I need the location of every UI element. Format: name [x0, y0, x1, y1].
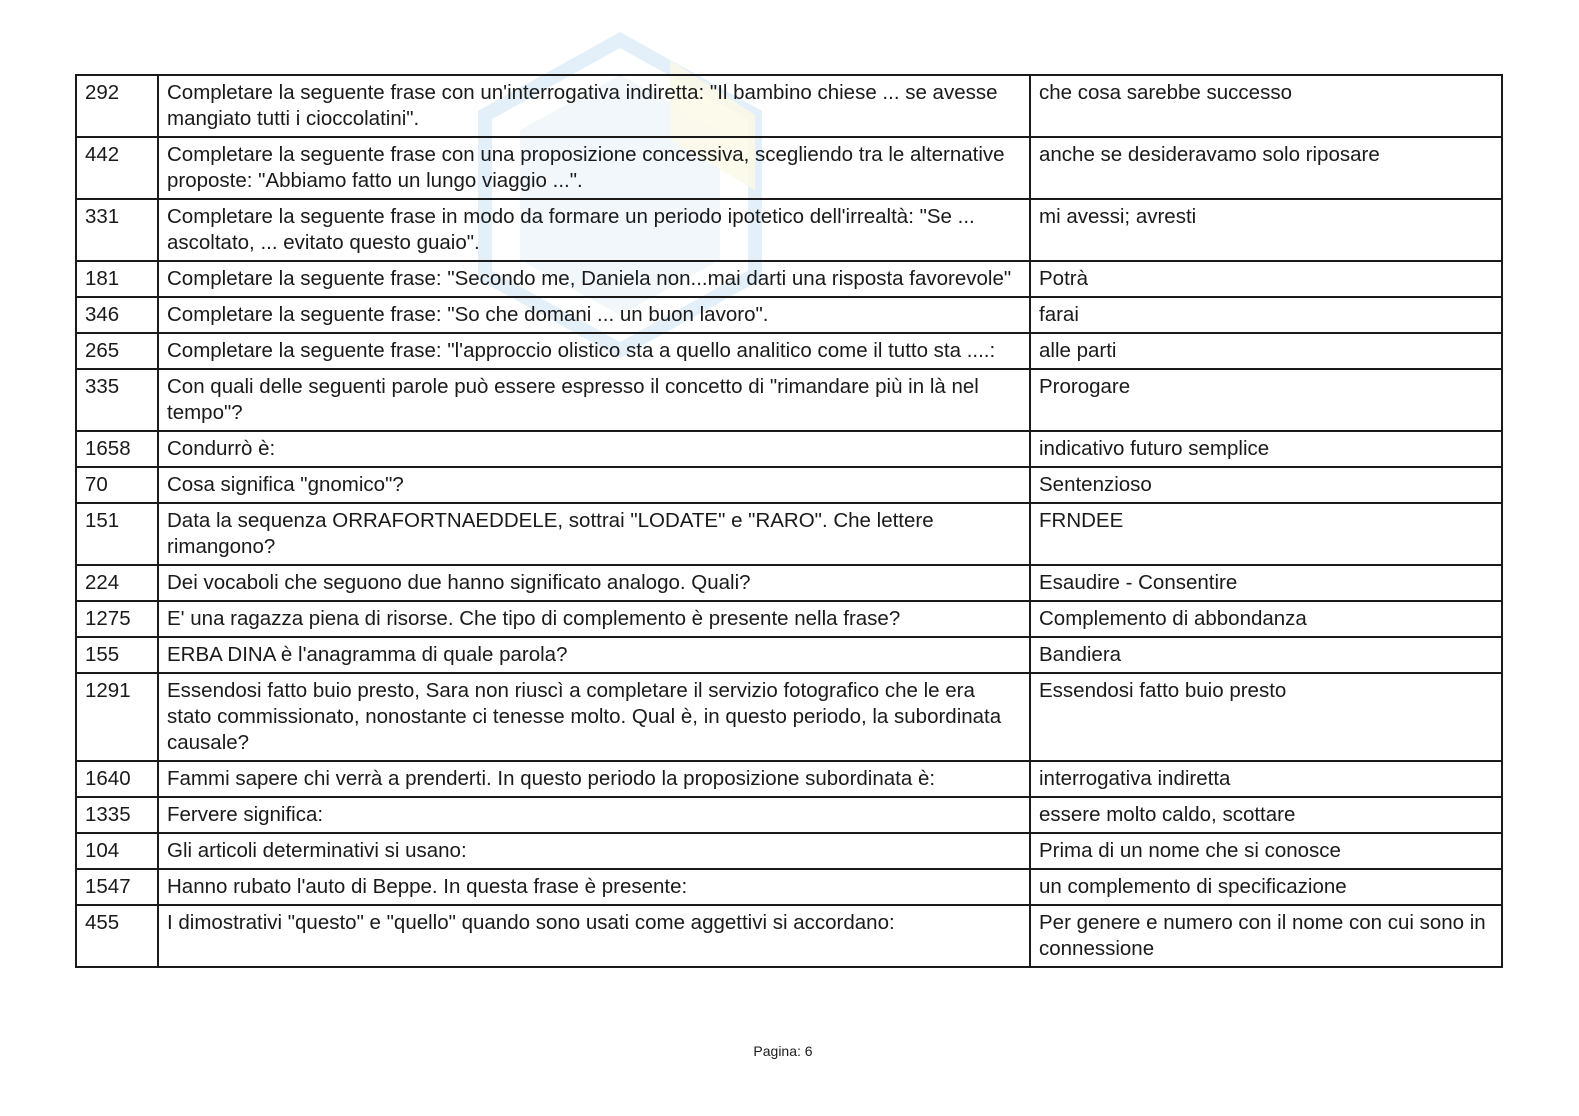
- question-text: E' una ragazza piena di risorse. Che tipo di complemento è presente nella frase?: [158, 601, 1030, 637]
- question-text: Completare la seguente frase in modo da formare un periodo ipotetico dell'irrealtà: "Se ... ascoltato, ... evitato questo guaio".: [158, 199, 1030, 261]
- question-number: 1335: [76, 797, 158, 833]
- table-row: [76, 199, 1502, 261]
- table-row: [76, 905, 1502, 967]
- answer-text: farai: [1030, 297, 1502, 333]
- answer-text: Potrà: [1030, 261, 1502, 297]
- answer-text: Esaudire - Consentire: [1030, 565, 1502, 601]
- table-row: [76, 75, 1502, 137]
- table-row: [76, 833, 1502, 869]
- question-number: 1640: [76, 761, 158, 797]
- question-text: Completare la seguente frase con un'interrogativa indiretta: "Il bambino chiese ... se avesse mangiato tutti i cioccolatini".: [158, 75, 1030, 137]
- question-text: Gli articoli determinativi si usano:: [158, 833, 1030, 869]
- question-text: Cosa significa "gnomico"?: [158, 467, 1030, 503]
- question-text: Condurrò è:: [158, 431, 1030, 467]
- question-number: 1658: [76, 431, 158, 467]
- answer-text: interrogativa indiretta: [1030, 761, 1502, 797]
- question-text: Fammi sapere chi verrà a prenderti. In questo periodo la proposizione subordinata è:: [158, 761, 1030, 797]
- question-number: 335: [76, 369, 158, 431]
- table-row: [76, 297, 1502, 333]
- question-text: Completare la seguente frase: "So che domani ... un buon lavoro".: [158, 297, 1030, 333]
- question-number: 151: [76, 503, 158, 565]
- table-row: [76, 333, 1502, 369]
- question-text: Completare la seguente frase: "l'approccio olistico sta a quello analitico come il tutto sta ....:: [158, 333, 1030, 369]
- table-row: [76, 869, 1502, 905]
- question-number: 455: [76, 905, 158, 967]
- answer-text: Essendosi fatto buio presto: [1030, 673, 1502, 761]
- table-row: [76, 637, 1502, 673]
- page-number: Pagina: 6: [753, 1043, 813, 1059]
- answer-text: mi avessi; avresti: [1030, 199, 1502, 261]
- question-text: Hanno rubato l'auto di Beppe. In questa frase è presente:: [158, 869, 1030, 905]
- table-row: [76, 797, 1502, 833]
- table-row: [76, 261, 1502, 297]
- question-number: 265: [76, 333, 158, 369]
- question-number: 346: [76, 297, 158, 333]
- question-number: 70: [76, 467, 158, 503]
- answer-text: Sentenzioso: [1030, 467, 1502, 503]
- question-number: 104: [76, 833, 158, 869]
- table-row: [76, 467, 1502, 503]
- table-row: [76, 601, 1502, 637]
- qa-table: [75, 74, 1503, 968]
- answer-text: un complemento di specificazione: [1030, 869, 1502, 905]
- answer-text: indicativo futuro semplice: [1030, 431, 1502, 467]
- table-row: [76, 137, 1502, 199]
- question-number: 155: [76, 637, 158, 673]
- table-row: [76, 431, 1502, 467]
- answer-text: essere molto caldo, scottare: [1030, 797, 1502, 833]
- question-number: 1275: [76, 601, 158, 637]
- question-text: I dimostrativi "questo" e "quello" quando sono usati come aggettivi si accordano:: [158, 905, 1030, 967]
- table-row: [76, 673, 1502, 761]
- question-number: 331: [76, 199, 158, 261]
- question-number: 181: [76, 261, 158, 297]
- answer-text: Prima di un nome che si conosce: [1030, 833, 1502, 869]
- question-text: ERBA DINA è l'anagramma di quale parola?: [158, 637, 1030, 673]
- answer-text: Per genere e numero con il nome con cui sono in connessione: [1030, 905, 1502, 967]
- question-number: 224: [76, 565, 158, 601]
- table-row: [76, 565, 1502, 601]
- question-text: Fervere significa:: [158, 797, 1030, 833]
- question-text: Con quali delle seguenti parole può essere espresso il concetto di "rimandare più in là nel tempo"?: [158, 369, 1030, 431]
- question-number: 292: [76, 75, 158, 137]
- qa-table-body: [76, 75, 1502, 967]
- question-text: Completare la seguente frase: "Secondo me, Daniela non...mai darti una risposta favorevole": [158, 261, 1030, 297]
- table-row: [76, 503, 1502, 565]
- question-text: Dei vocaboli che seguono due hanno significato analogo. Quali?: [158, 565, 1030, 601]
- answer-text: FRNDEE: [1030, 503, 1502, 565]
- question-number: 442: [76, 137, 158, 199]
- table-row: [76, 761, 1502, 797]
- question-text: Data la sequenza ORRAFORTNAEDDELE, sottrai "LODATE" e "RARO". Che lettere rimangono?: [158, 503, 1030, 565]
- answer-text: Complemento di abbondanza: [1030, 601, 1502, 637]
- question-text: Completare la seguente frase con una proposizione concessiva, scegliendo tra le alternative proposte: "Abbiamo fatto un lungo viaggio ...".: [158, 137, 1030, 199]
- answer-text: anche se desideravamo solo riposare: [1030, 137, 1502, 199]
- question-number: 1291: [76, 673, 158, 761]
- answer-text: che cosa sarebbe successo: [1030, 75, 1502, 137]
- question-number: 1547: [76, 869, 158, 905]
- answer-text: Bandiera: [1030, 637, 1502, 673]
- question-text: Essendosi fatto buio presto, Sara non riuscì a completare il servizio fotografico che le era stato commissionato, nonostante ci tenesse molto. Qual è, in questo periodo, la subordinata causale?: [158, 673, 1030, 761]
- answer-text: Prorogare: [1030, 369, 1502, 431]
- answer-text: alle parti: [1030, 333, 1502, 369]
- table-row: [76, 369, 1502, 431]
